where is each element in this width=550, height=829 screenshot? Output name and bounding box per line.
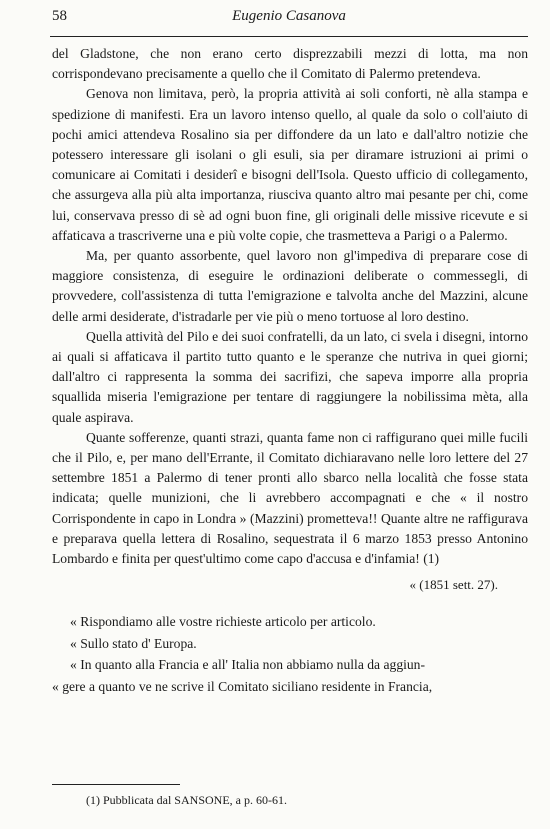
paragraph: Quella attività del Pilo e dei suoi confratelli, da un lato, ci svela i disegni, intorno ai quali si affaticava il partito tutto quanto e le speranze che nutriva in quei giorni; dall'altro ci rappresenta la somma dei sacrifizi, che sapeva imporre alla propria squallida miseria l'emigrazione per tentare di raggiungere la nobilissima mèta, alla quale aspirava. (52, 328, 528, 425)
paragraph: Genova non limitava, però, la propria attività ai soli conforti, nè alla stampa e spedizione di manifesti. Era un lavoro intenso quello, al quale da solo o coll'aiuto di pochi amici attendeva Rosalino sia per diffondere da un lato e dall'altro notizie che potessero interessare gli isolani o gli esuli, sia per diramare istruzioni ai primi o comunicare ai Comitati i desiderî e bisogni dell'Isola. Questo ufficio di collegamento, che assurgeva alla più alta importanza, riusciva quanto altro mai pesante per chi, come lui, conservava presso di sè ad ogni buon fine, gli originali delle missive ricevute e si affaticava a trascriverne una e più volte copie, che trasmetteva a Parigi o a Palermo. (52, 86, 528, 243)
footnote: (1) Pubblicata dal SANSONE, a p. 60-61. (86, 793, 287, 807)
paragraph: del Gladstone, che non erano certo disprezzabili mezzi di lotta, ma non corrispondevano precisamente a quello che il Comitato di Palermo pretendeva. (52, 46, 528, 82)
quote-line: « Sullo stato d' Europa. (70, 635, 197, 651)
letter-date: « (1851 sett. 27). (409, 577, 498, 593)
footnote-rule (52, 784, 180, 785)
paragraph: Quante sofferenze, quanti strazi, quanta fame non ci raffigurano quei mille fucili che il Pilo, e, per mano dell'Errante, il Comitato dichiaravano nelle loro lettere del 27 settembre 1851 a Palermo di tener pronti allo sbarco nella località che fosse stata indicata; quelle munizioni, che li avrebbero accompagnati e che « il nostro Corrispondente in capo in Londra » (Mazzini) prometteva!! Quante altre ne raffigurava e preparava quella lettera di Rosalino, sequestrata il 6 marzo 1853 presso Antonino Lombardo e finita per quest'ultimo come capo d'accusa e d'infamia! (1) (52, 429, 528, 567)
page-header (52, 8, 526, 32)
running-head: Eugenio Casanova (232, 8, 346, 24)
quote-line: « Rispondiamo alle vostre richieste articolo per articolo. (70, 614, 376, 630)
header-rule (50, 36, 528, 37)
page-body (52, 44, 528, 697)
page-number: 58 (52, 8, 67, 24)
quote-line: « gere a quanto ve ne scrive il Comitato siciliano residente in Francia, (52, 678, 433, 694)
quote-line: « In quanto alla Francia e all' Italia non abbiamo nulla da aggiun- (70, 657, 426, 673)
quoted-letter (52, 611, 528, 697)
paragraph: Ma, per quanto assorbente, quel lavoro non gl'impediva di preparare cose di maggiore consistenza, di eseguire le ordinazioni deliberate o commessegli, di provvedere, coll'assistenza di tutta l'emigrazione e talvolta anche del Mazzini, alcune delle armi desiderate, d'istradarle per vie più o meno tortuose al loro destino. (52, 248, 528, 324)
